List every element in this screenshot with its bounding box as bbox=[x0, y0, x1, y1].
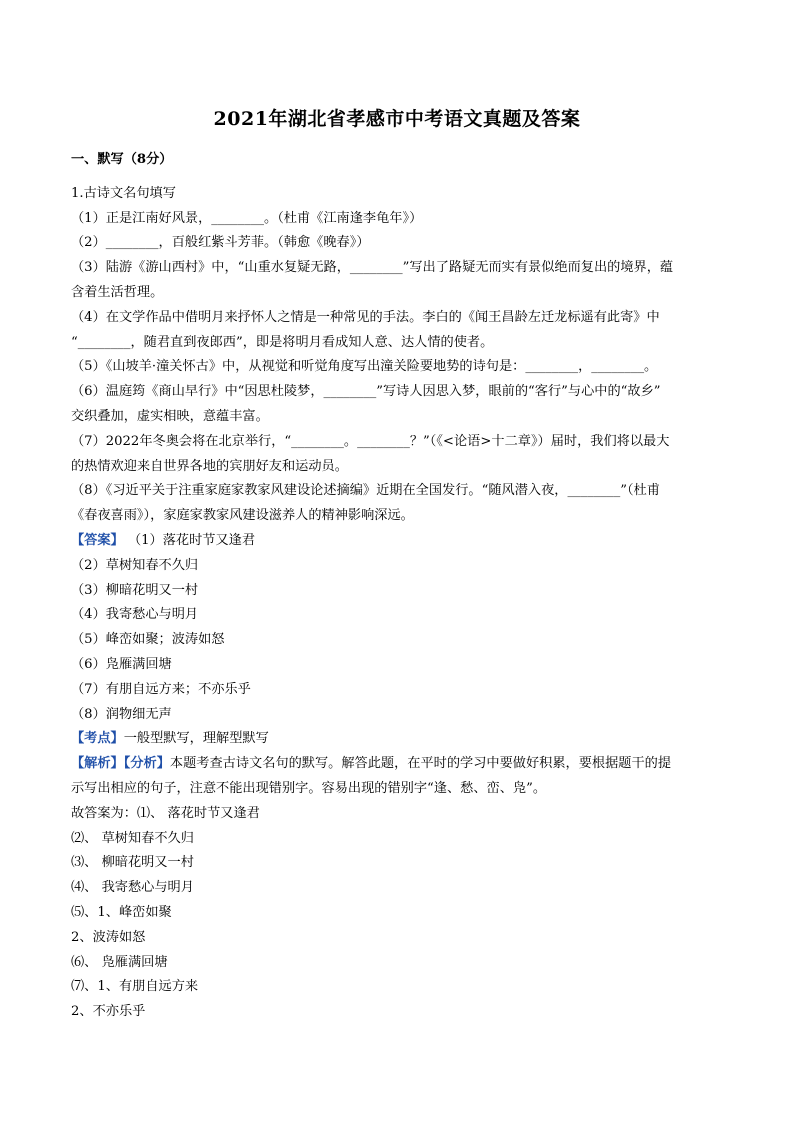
final-answer-line-1: 故答案为：⑴、 落花时节又逢君 bbox=[71, 805, 260, 821]
question-item-7b: 的热情欢迎来自世界各地的宾朋好友和运动员。 bbox=[71, 458, 348, 474]
question-item-7a: （7）2022年冬奥会将在北京举行，“________。________？”（《<论语>十二章》）届时，我们将以最大 bbox=[71, 433, 670, 449]
jiexi-line-2: 示写出相应的句子，注意不能出现错别字。容易出现的错别字“逢、愁、峦、凫”。 bbox=[71, 780, 547, 796]
answer-line-2: （2）草树知春不久归 bbox=[71, 557, 199, 573]
final-answer-line-5: ⑸、1、峰峦如聚 bbox=[71, 904, 172, 920]
fenxi-tag: 【分析】 bbox=[123, 756, 170, 772]
question-item-4b: “________，随君直到夜郎西”，即是将明月看成知人意、达人情的使者。 bbox=[71, 334, 494, 350]
question-item-6a: （6）温庭筠《商山早行》中“因思杜陵梦，________”写诗人因思入梦，眼前的“客行”与心中的“故乡” bbox=[71, 384, 661, 400]
question-label: 1.古诗文名句填写 bbox=[71, 185, 176, 201]
final-answer-line-9: 2、不亦乐乎 bbox=[71, 1004, 146, 1020]
answer-line-5: （5）峰峦如聚；波涛如怒 bbox=[71, 632, 225, 648]
jiexi-line-1 bbox=[71, 752, 725, 777]
question-item-1: （1）正是江南好风景，________。（杜甫《江南逢李龟年》） bbox=[71, 210, 423, 226]
answer-line-6: （6）凫雁满回塘 bbox=[71, 656, 172, 672]
kaodian-text: 一般型默写，理解型默写 bbox=[123, 731, 269, 747]
jiexi-tag: 【解析】 bbox=[71, 756, 124, 772]
final-answer-line-8: ⑺、1、有朋自远方来 bbox=[71, 979, 199, 995]
question-item-8a: （8）《习近平关于注重家庭家教家风建设论述摘编》近期在全国发行。“随风潜入夜，________”（杜甫 bbox=[71, 483, 660, 499]
answer-line-3: （3）柳暗花明又一村 bbox=[71, 582, 199, 598]
final-answer-line-7: ⑹、 凫雁满回塘 bbox=[71, 954, 168, 970]
question-item-6b: 交织叠加，虚实相映，意蕴丰富。 bbox=[71, 408, 269, 424]
final-answer-line-3: ⑶、 柳暗花明又一村 bbox=[71, 855, 194, 871]
jiexi-text-a: 本题考查古诗文名句的默写。解答此题，在平时的学习中要做好积累，要根据题干的提 bbox=[169, 756, 672, 772]
question-item-4a: （4）在文学作品中借明月来抒怀人之情是一种常见的手法。李白的《闻王昌龄左迁龙标遥有此寄》中 bbox=[71, 309, 660, 325]
final-answer-line-2: ⑵、 草树知春不久归 bbox=[71, 830, 194, 846]
answer-text-1: （1）落花时节又逢君 bbox=[123, 532, 256, 548]
question-item-3b: 含着生活哲理。 bbox=[71, 284, 164, 300]
kaodian-tag: 【考点】 bbox=[71, 731, 124, 747]
page-title: 2021年湖北省孝感市中考语文真题及答案 bbox=[213, 108, 581, 130]
answer-line-4: （4）我寄愁心与明月 bbox=[71, 607, 199, 623]
kaodian-line bbox=[71, 727, 725, 752]
final-answer-line-6: 2、波涛如怒 bbox=[71, 929, 146, 945]
question-item-2: （2）________，百般红紫斗芳菲。（韩愈《晚春》） bbox=[71, 235, 370, 251]
answer-line-8: （8）润物细无声 bbox=[71, 706, 172, 722]
question-item-8b: 《春夜喜雨》），家庭家教家风建设滋养人的精神影响深远。 bbox=[71, 508, 414, 524]
section-heading: 一、默写（8分） bbox=[71, 152, 173, 167]
question-item-5: （5）《山坡羊·潼关怀古》中，从视觉和听觉角度写出潼关险要地势的诗句是：________，________。 bbox=[71, 359, 658, 375]
answer-line-1 bbox=[71, 529, 725, 554]
answer-tag: 【答案】 bbox=[71, 532, 124, 548]
final-answer-line-4: ⑷、 我寄愁心与明月 bbox=[71, 880, 194, 896]
answer-line-7: （7）有朋自远方来；不亦乐乎 bbox=[71, 681, 251, 697]
document-body bbox=[71, 148, 725, 1025]
question-item-3a: （3）陆游《游山西村》中，“山重水复疑无路，________”写出了路疑无而实有景似绝而复出的境界，蕴 bbox=[71, 260, 674, 276]
